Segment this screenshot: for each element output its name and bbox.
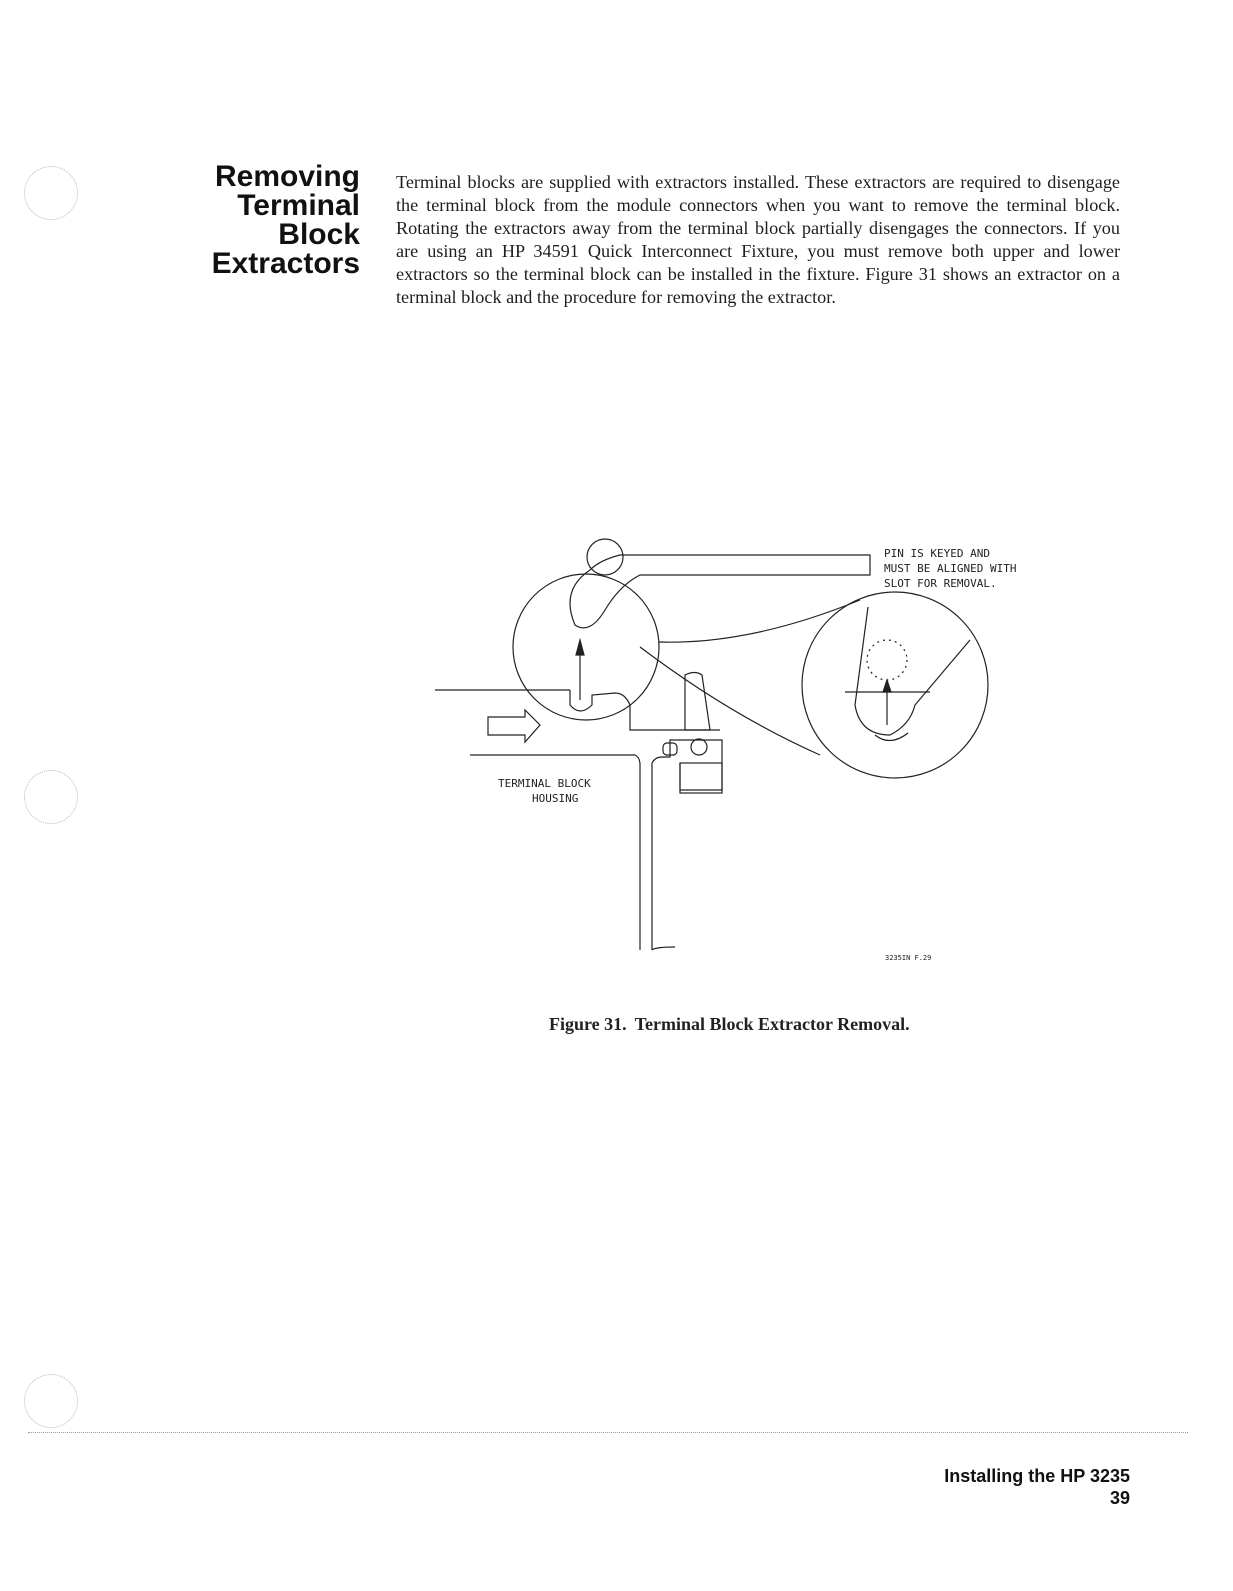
punch-hole-top	[24, 166, 78, 220]
punch-hole-bottom	[24, 1374, 78, 1428]
section-body: Terminal blocks are supplied with extractors installed. These extractors are required to disengage the terminal block from the module connectors when you want to remove the terminal block. Rotating the extractors away from the terminal block partially disengages the connectors. If you are using an HP 34591 Quick Interconnect Fixture, you must remove both upper and lower extractors so the terminal block can be installed in the fixture. Figure 31 shows an extractor on a terminal block and the procedure for removing the extractor.	[396, 172, 1120, 308]
heading-line: Removing	[214, 160, 360, 193]
heading-line: Terminal	[237, 189, 360, 222]
page-number: 39	[1109, 1488, 1130, 1508]
footer-title: Installing the HP 3235	[944, 1466, 1130, 1486]
housing-label-line: HOUSING	[532, 792, 579, 805]
extractor-diagram	[430, 535, 1070, 975]
section-heading	[190, 162, 360, 278]
heading-line: Block	[278, 218, 360, 251]
footer-rule	[28, 1432, 1188, 1433]
punch-hole-middle	[24, 770, 78, 824]
callout-line: PIN IS KEYED AND	[884, 547, 990, 560]
housing-label-line: TERMINAL BLOCK	[498, 777, 591, 790]
caption-number: Figure 31.	[549, 1014, 627, 1034]
figure-caption	[549, 1014, 979, 1035]
detail-circle-right	[802, 592, 988, 778]
detail-circle-left	[513, 574, 659, 720]
figure-id: 3235IN F.29	[885, 954, 932, 962]
extractor-figure	[430, 535, 1070, 975]
page-footer	[944, 1465, 1130, 1509]
callout-line: MUST BE ALIGNED WITH	[884, 562, 1017, 575]
callout-line: SLOT FOR REMOVAL.	[884, 577, 997, 590]
caption-title: Terminal Block Extractor Removal.	[634, 1014, 910, 1034]
heading-line: Extractors	[211, 247, 360, 280]
